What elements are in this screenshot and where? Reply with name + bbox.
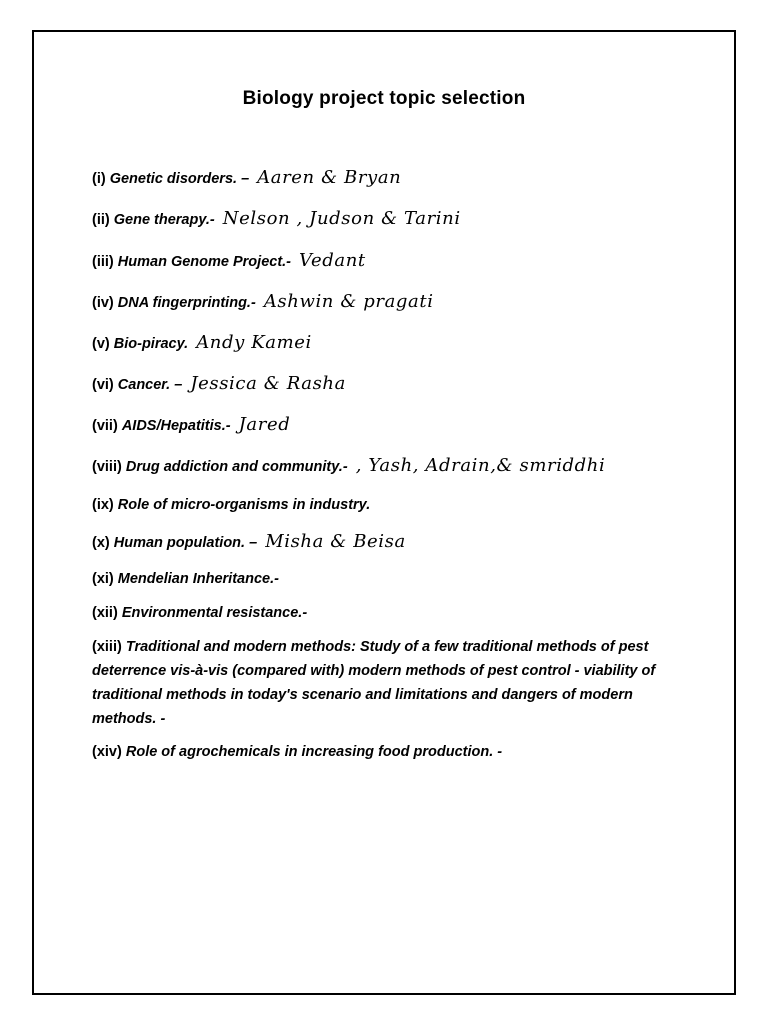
student-names: Andy Kamei xyxy=(196,332,312,353)
topic-item-13 xyxy=(92,635,677,731)
student-names: Misha & Beisa xyxy=(265,531,406,552)
topic-name: DNA fingerprinting.- xyxy=(117,295,256,311)
student-names: Vedant xyxy=(299,250,366,271)
topic-number: (iii) xyxy=(92,254,114,270)
topic-name: Human population. – xyxy=(113,535,258,551)
topic-item-10 xyxy=(92,530,682,555)
topic-name: Gene therapy.- xyxy=(113,212,215,228)
document-title: Biology project topic selection xyxy=(242,88,526,109)
topic-number: (ii) xyxy=(92,212,110,228)
topic-number: (x) xyxy=(92,535,110,551)
topic-item-9 xyxy=(92,493,682,517)
topic-name: Drug addiction and community.- xyxy=(125,459,348,475)
topic-number: (xiv) xyxy=(92,744,122,760)
topic-name: Human Genome Project.- xyxy=(117,254,292,270)
topic-item-11 xyxy=(92,567,682,591)
topic-name: AIDS/Hepatitis.- xyxy=(121,418,231,434)
topic-name: Mendelian Inheritance.- xyxy=(117,571,279,587)
topic-item-7 xyxy=(92,413,682,438)
topic-name: Environmental resistance.- xyxy=(121,605,308,621)
topic-number: (viii) xyxy=(92,459,122,475)
topic-number: (v) xyxy=(92,336,110,352)
topic-number: (ix) xyxy=(92,497,114,513)
topic-number: (vi) xyxy=(92,377,114,393)
topic-number: (xi) xyxy=(92,571,114,587)
topic-name: Bio-piracy. xyxy=(113,336,189,352)
topic-item-5 xyxy=(92,331,682,356)
topic-number: (i) xyxy=(92,171,106,187)
topic-item-12 xyxy=(92,601,682,625)
topic-item-4 xyxy=(92,290,682,315)
topic-item-6 xyxy=(92,372,682,397)
topic-name: Traditional and modern methods: Study of a few traditional methods of pest deterrence vis-à-vis (compared with) modern methods of pest control - viability of traditional methods in today's scenario and limitations and dangers of modern methods. - xyxy=(92,639,656,727)
student-names: Aaren & Bryan xyxy=(257,167,402,188)
topic-number: (xii) xyxy=(92,605,118,621)
topic-item-8 xyxy=(92,454,682,479)
topic-name: Cancer. – xyxy=(117,377,183,393)
topic-name: Role of agrochemicals in increasing food production. - xyxy=(125,744,503,760)
topic-item-3 xyxy=(92,249,682,274)
topic-name: Genetic disorders. – xyxy=(109,171,250,187)
student-names: Jared xyxy=(238,414,291,435)
student-names: Jessica & Rasha xyxy=(190,373,346,394)
topic-number: (xiii) xyxy=(92,639,122,655)
topic-item-1 xyxy=(92,166,682,191)
topic-item-14 xyxy=(92,740,682,764)
topic-number: (vii) xyxy=(92,418,118,434)
topic-item-2 xyxy=(92,207,682,232)
topic-name: Role of micro-organisms in industry. xyxy=(117,497,371,513)
student-names: , Yash, Adrain,& smriddhi xyxy=(355,455,606,476)
student-names: Ashwin & pragati xyxy=(263,291,434,312)
topic-number: (iv) xyxy=(92,295,114,311)
student-names: Nelson , Judson & Tarini xyxy=(222,208,461,229)
